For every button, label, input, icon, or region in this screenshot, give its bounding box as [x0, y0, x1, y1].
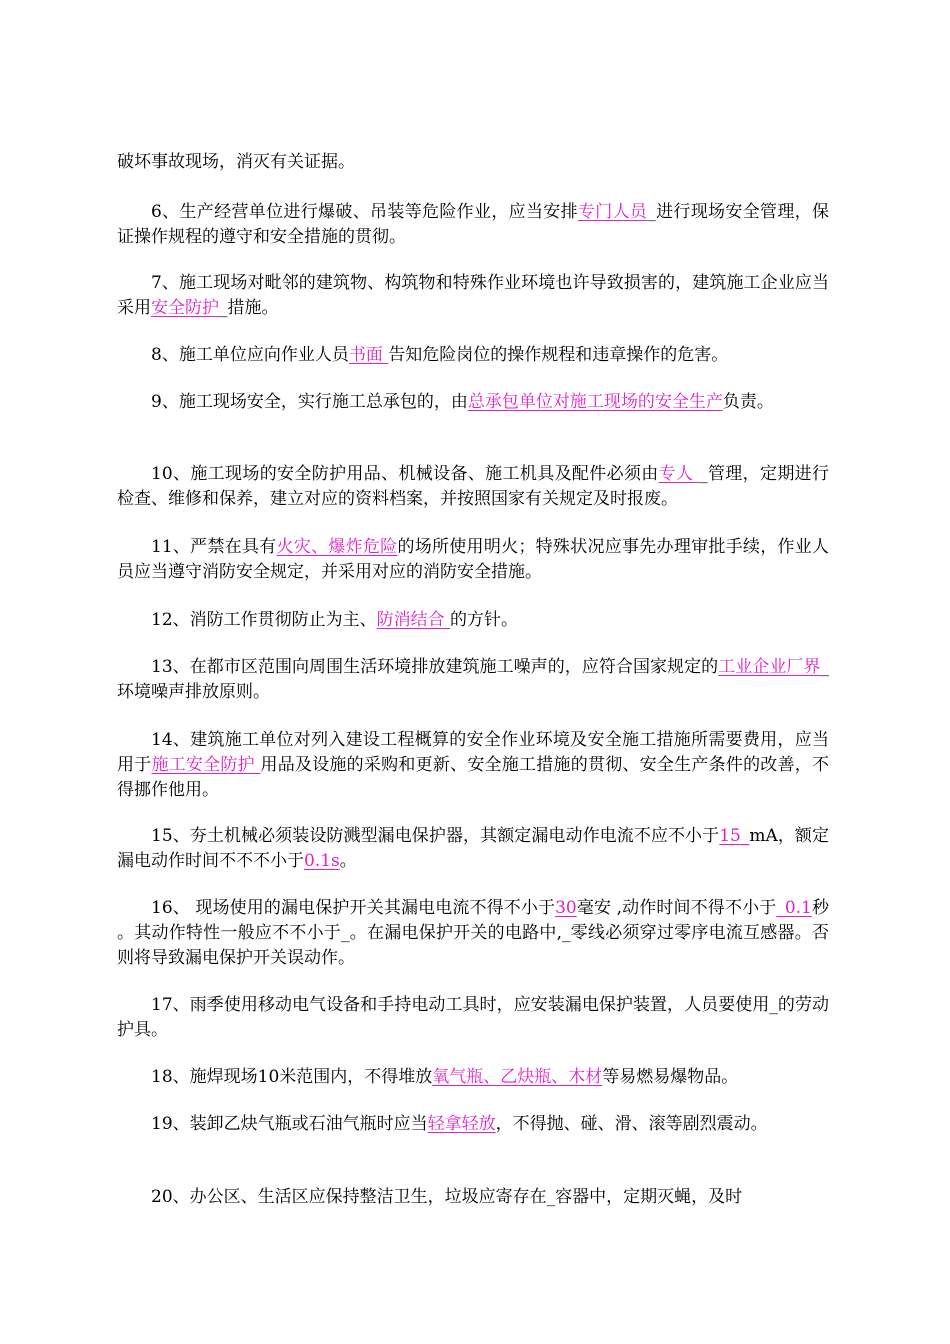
- paragraph-7: [117, 271, 829, 321]
- answer-text: 施工安全防护: [151, 755, 261, 775]
- paragraph-text: 秒 。其动作特性一般应不不小于_。在漏电保护开关的电路中,_零线必须穿过零序电流互感器。否则将导致漏电保护开关误动作。: [117, 898, 830, 968]
- answer-text: 工业企业厂界: [718, 657, 821, 677]
- answer-text: 专人: [658, 464, 700, 484]
- paragraph-text: 7、施工现场对毗邻的建筑物、构筑物和特殊作业环境也许导致损害的，建筑施工企业应当采用: [117, 273, 829, 318]
- paragraph-text: 等易燃易爆物品。: [602, 1067, 739, 1087]
- paragraph-text: ，不得抛、碰、滑、滚等剧烈震动。: [495, 1114, 768, 1134]
- paragraph-text: 18、施焊现场10米范围内，不得堆放: [151, 1067, 433, 1087]
- answer-text: 专门人员: [577, 202, 648, 222]
- paragraph-8: [117, 343, 829, 368]
- answer-text: 0.1s: [304, 851, 340, 871]
- paragraph-text: 13、在都市区范围向周围生活环境排放建筑施工噪声的，应符合国家规定的: [151, 657, 719, 677]
- paragraph-20: [117, 1185, 829, 1210]
- answer-text: 氧气瓶、乙炔瓶、木材: [432, 1067, 603, 1087]
- paragraph-15: [117, 824, 829, 874]
- answer-text: 防消结合: [376, 610, 451, 630]
- paragraph-text: 9、施工现场安全，实行施工总承包的，由: [151, 392, 468, 412]
- paragraph-12: [117, 608, 829, 633]
- paragraph-text: 6、生产经营单位进行爆破、吊装等危险作业，应当安排: [151, 202, 578, 222]
- paragraph-text: _环境噪声排放原则。: [117, 657, 830, 702]
- paragraph-19: [117, 1112, 829, 1137]
- paragraph-text: _管理，定期进行检查、维修和保养，建立对应的资料档案，并按照国家有关规定及时报废。: [117, 464, 830, 509]
- paragraph-text: _进行现场安全管理，保证操作规程的遵守和安全措施的贯彻。: [117, 202, 829, 247]
- paragraph-text: 毫安 ,动作时间不得不小于: [576, 898, 777, 918]
- answer-text: 总承包单位对施工现场的安全生产: [467, 392, 723, 412]
- paragraph-fragment: [117, 150, 829, 175]
- paragraph-text: mA，额定漏电动作时间不不不小于: [117, 826, 829, 871]
- paragraph-text: 16、 现场使用的漏电保护开关其漏电电流不得不小于: [151, 898, 556, 918]
- paragraph-text: 的场所使用明火；特殊状况应事先办理审批手续，作业人员应当遵守消防安全规定，并采用对应的消防安全措施。: [117, 537, 830, 582]
- paragraph-14: [117, 728, 829, 803]
- paragraph-18: [117, 1065, 829, 1090]
- answer-text: 轻拿轻放: [427, 1114, 496, 1134]
- paragraph-text: _措施。: [219, 298, 279, 318]
- paragraph-13: [117, 655, 829, 705]
- paragraph-6: [117, 200, 829, 250]
- paragraph-text: 15、夯土机械必须装设防溅型漏电保护器，其额定漏电动作电流不应不小于: [151, 826, 720, 846]
- paragraph-16: [117, 896, 829, 971]
- paragraph-17: [117, 993, 829, 1043]
- paragraph-text: 17、雨季使用移动电气设备和手持电动工具时，应安装漏电保护装置，人员要使用_的劳动护具。: [117, 995, 829, 1040]
- paragraph-9: [117, 390, 829, 415]
- answer-text: 15_: [719, 826, 750, 846]
- paragraph-text: 的方针。: [450, 610, 519, 630]
- paragraph-text: 告知危险岗位的操作规程和违章操作的危害。: [388, 345, 729, 365]
- paragraph-10: [117, 462, 829, 512]
- paragraph-text: 负责。: [722, 392, 774, 412]
- paragraph-text: 19、装卸乙炔气瓶或石油气瓶时应当: [151, 1114, 428, 1134]
- answer-text: 安全防护: [151, 298, 219, 318]
- paragraph-text: 11、严禁在具有: [151, 537, 277, 557]
- answer-text: _0.1: [776, 898, 812, 918]
- paragraph-text: 破坏事故现场，消灭有关证据。: [117, 152, 355, 172]
- paragraph-text: 14、建筑施工单位对列入建设工程概算的安全作业环境及安全施工措施所需要费用，应当用于: [117, 730, 829, 775]
- answer-text: 书面: [348, 345, 389, 365]
- answer-text: 30: [555, 898, 577, 918]
- paragraph-text: 。: [339, 851, 357, 871]
- paragraph-text: 12、消防工作贯彻防止为主、: [151, 610, 377, 630]
- paragraph-text: 8、施工单位应向作业人员: [151, 345, 349, 365]
- answer-text: 火灾、爆炸危险: [276, 537, 398, 557]
- paragraph-text: 用品及设施的采购和更新、安全施工措施的贯彻、安全生产条件的改善，不得挪作他用。: [117, 755, 830, 800]
- paragraph-text: 20、办公区、生活区应保持整洁卫生，垃圾应寄存在_容器中，定期灭蝇，及时: [151, 1187, 743, 1207]
- paragraph-11: [117, 535, 829, 585]
- paragraph-text: 10、施工现场的安全防护用品、机械设备、施工机具及配件必须由: [151, 464, 659, 484]
